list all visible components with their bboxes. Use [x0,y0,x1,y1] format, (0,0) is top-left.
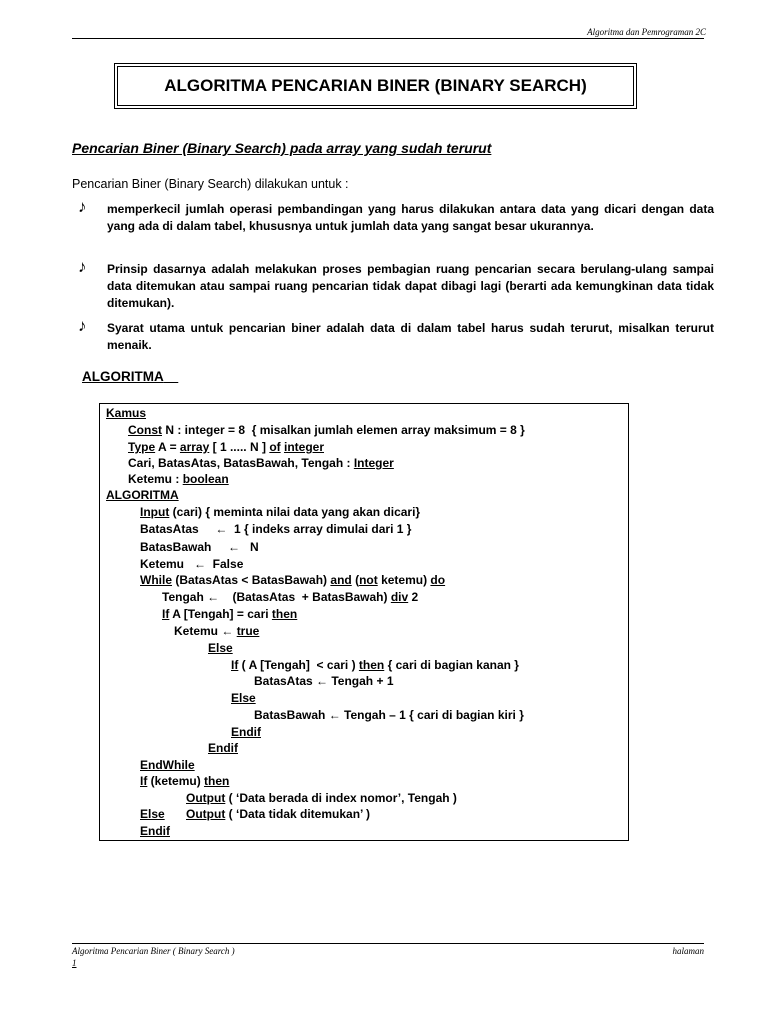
kw-div: div [390,590,409,604]
kw-integer: Integer [353,456,394,470]
algoritma-heading-text: ALGORITMA [82,369,164,384]
kw-type: Type [128,440,156,454]
code-endif-final: Endif [140,824,170,838]
code-batasatas-update: BatasAtas ← Tengah + 1 [254,674,394,688]
footer-title: Algoritma Pencarian Biner ( Binary Search ) [72,946,235,956]
kw-do: do [430,573,446,587]
kw-while: While [140,573,172,587]
code-algoritma: ALGORITMA [106,488,179,502]
pseudocode-box [99,403,629,841]
code-text: ( A [Tengah] < cari ) [238,658,359,672]
code-if2-line [231,658,519,673]
footer-rule [72,943,704,944]
kw-not: not [359,573,378,587]
code-text: Ketemu : [128,472,183,486]
bullet-text: Prinsip dasarnya adalah melakukan proses pembagian ruang pencarian secara berulang-ulang sampai data ditemukan atau sampai ruang pencarian tidak dapat dibagi lagi (berarti ada kemungkinan data tidak ditemukan). [107,262,714,310]
code-ketemu-init: Ketemu ← False [140,557,244,571]
code-output-line [186,791,457,806]
code-ketemu-decl [128,472,229,487]
code-endwhile: EndWhile [140,758,195,772]
code-else-inner: Else [231,691,256,705]
bullet-text: Syarat utama untuk pencarian biner adalah data di dalam tabel harus sudah terurut, misalkan terurut menaik. [107,321,714,352]
code-if-line [162,607,297,622]
code-text: ( ‘Data berada di index nomor’, Tengah ) [225,791,457,805]
code-batasbawah-update: BatasBawah ← Tengah – 1 { cari di bagian kiri } [254,708,524,722]
code-text: ( ‘Data tidak ditemukan’ ) [225,807,371,821]
code-text: A = [155,440,180,454]
code-text: ketemu) [377,573,431,587]
code-kamus: Kamus [106,406,147,420]
code-text: 2 [408,590,419,604]
kw-if: If [231,658,239,672]
code-input-line [140,505,420,520]
code-text: (BatasAtas < BatasBawah) [172,573,331,587]
code-batasbawah-init: BatasBawah ← N [140,540,259,554]
code-text: ( [351,573,360,587]
code-else: Else [208,641,233,655]
page-title: ALGORITMA PENCARIAN BINER (BINARY SEARCH) [117,66,634,106]
kw-then: then [358,658,385,672]
code-text: Tengah ← (BatasAtas + BatasBawah) [162,590,391,604]
code-text: [ 1 ..... N ] [209,440,270,454]
kw-if: If [162,607,170,621]
kw-input: Input [140,505,170,519]
header-course-name: Algoritma dan Pemrograman 2C [587,27,706,37]
kw-array: array [179,440,210,454]
footer-page-label: halaman [672,946,704,956]
code-endif-inner: Endif [231,725,261,739]
music-note-icon: ♪ [78,257,87,276]
kw-output: Output [186,791,226,805]
kw-true: true [236,624,260,638]
code-text: N : integer = 8 { misalkan jumlah elemen array maksimum = 8 } [162,423,525,437]
header-rule [72,38,704,39]
code-text: Ketemu ← [174,624,237,638]
section-subtitle: Pencarian Biner (Binary Search) pada array yang sudah terurut [72,140,492,156]
music-note-icon: ♪ [78,197,87,216]
code-type-line [128,440,324,455]
footer-page-number: 1 [72,958,77,968]
kw-then: then [204,774,230,788]
kw-of: of [269,440,281,454]
kw-then: then [271,607,298,621]
code-endif-outer: Endif [208,741,238,755]
kw-integer: integer [283,440,324,454]
code-text: { cari di bagian kanan } [384,658,519,672]
kw-output: Output [186,807,226,821]
kw-if: If [140,774,148,788]
code-while-line [140,573,445,588]
kw-boolean: boolean [182,472,229,486]
kw-and: and [330,573,352,587]
code-text: (cari) { meminta nilai data yang akan dicari} [169,505,421,519]
code-else-final: Else [140,807,165,821]
code-tengah-calc [162,590,418,605]
code-text: A [Tengah] = cari [169,607,272,621]
kw-const: Const [128,423,162,437]
algoritma-heading [82,369,178,384]
code-if3-line [140,774,229,789]
intro-text: Pencarian Biner (Binary Search) dilakukan untuk : [72,177,349,191]
code-vars-line [128,456,394,471]
music-note-icon: ♪ [78,316,87,335]
bullet-text: memperkecil jumlah operasi pembandingan yang harus dilakukan antara data yang dicari dengan data yang ada di dalam tabel, khususnya untuk jumlah data yang sangat besar ukurannya. [107,202,714,233]
code-batasatas-init: BatasAtas ← 1 { indeks array dimulai dari 1 } [140,522,412,536]
code-text: (ketemu) [147,774,205,788]
code-text: Cari, BatasAtas, BatasBawah, Tengah : [128,456,354,470]
code-ketemu-true [174,624,259,639]
code-const-line [128,423,525,438]
code-output2-line [186,807,370,822]
